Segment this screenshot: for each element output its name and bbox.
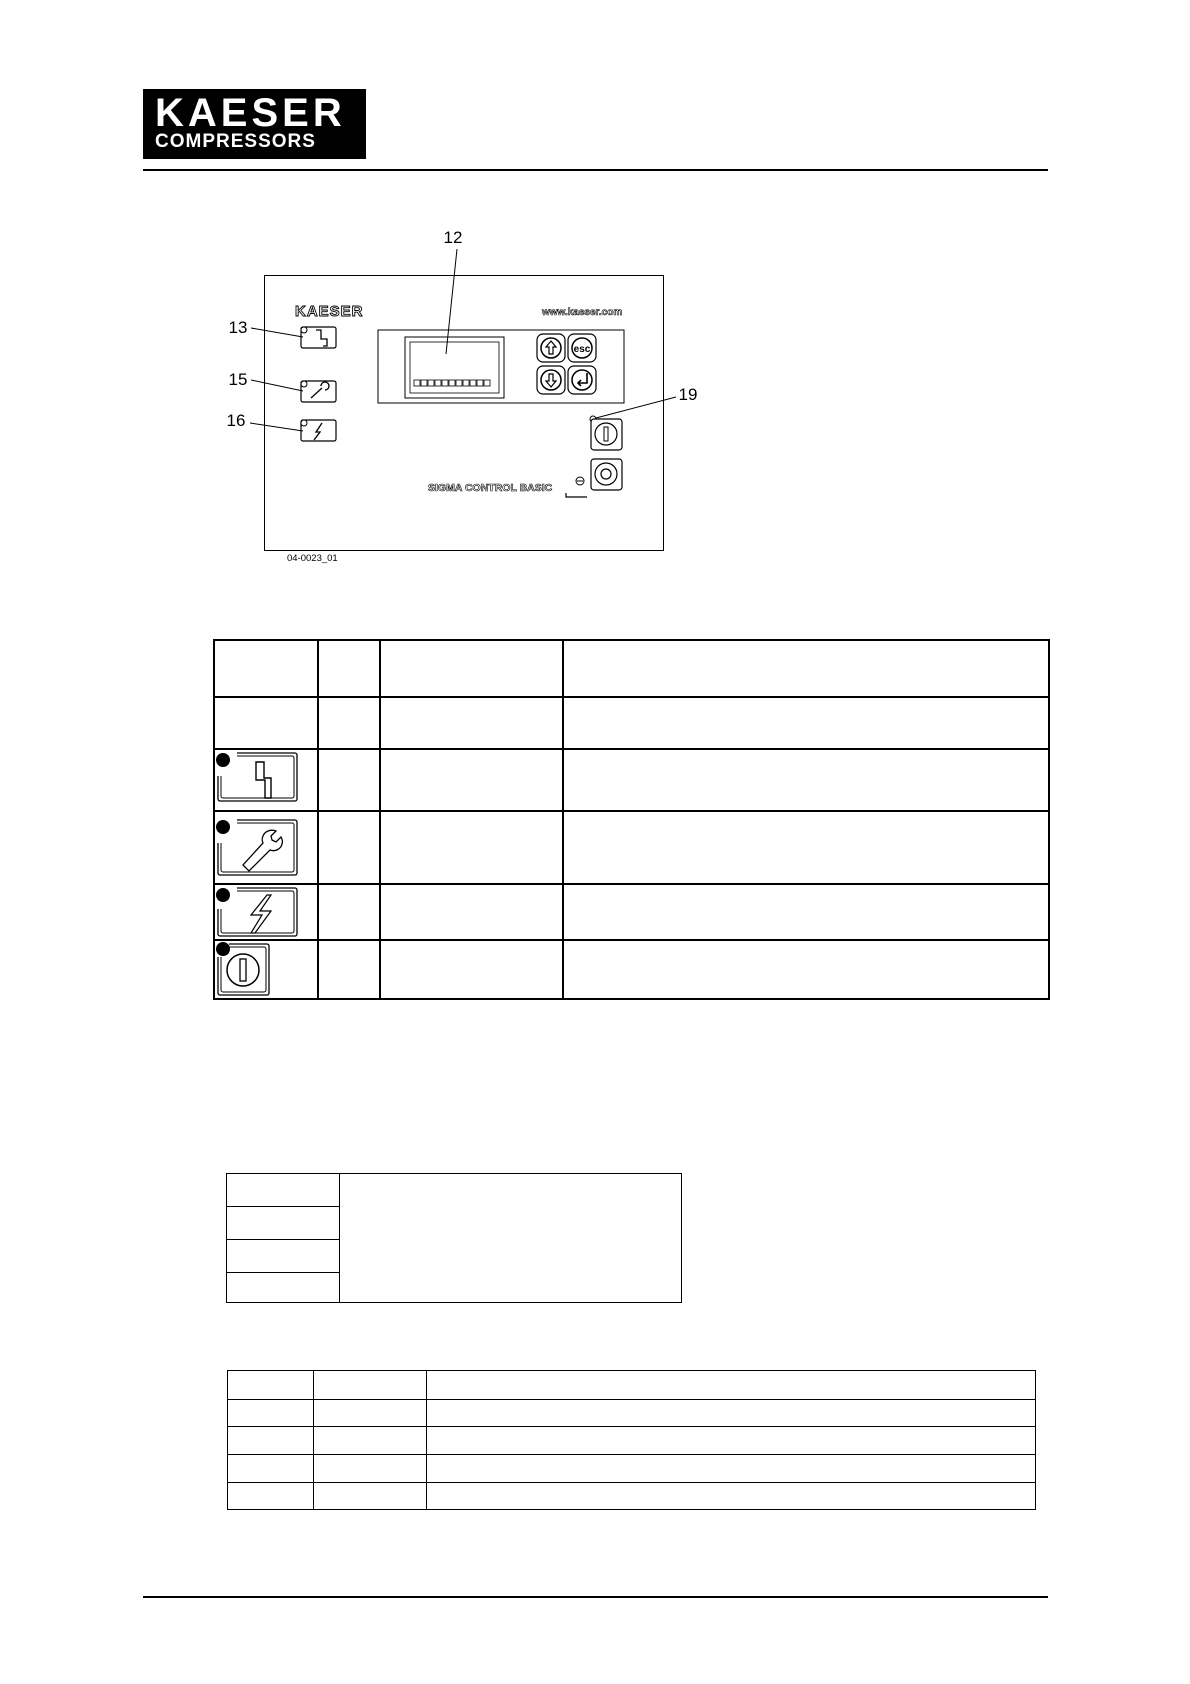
figure-id: 04-0023_01: [287, 553, 338, 564]
footer-rule: [143, 1596, 1048, 1598]
maintenance-indicator-symbol: [215, 813, 315, 883]
table-row: [214, 749, 1049, 811]
panel-maintenance-indicator: [301, 381, 336, 402]
table-row: [214, 811, 1049, 884]
logo-text-compressors: COMPRESSORS: [155, 131, 316, 152]
info-block-table: [226, 1173, 682, 1303]
esc-key-label: esc: [573, 344, 591, 355]
panel-off-led: [566, 477, 587, 497]
table-row: [228, 1483, 1036, 1510]
table-row: [228, 1455, 1036, 1483]
table-row: [228, 1371, 1036, 1400]
on-key-icon: [240, 959, 246, 981]
on-key-symbol: [215, 941, 315, 998]
load-indicator-symbol: [215, 750, 315, 810]
key-enter[interactable]: [568, 366, 596, 394]
callout-15: 15: [228, 370, 248, 389]
logo-text-kaeser: KAESER: [155, 91, 346, 135]
off-key-icon: [601, 469, 611, 479]
table-row: [214, 940, 1049, 999]
panel-power-indicator: [301, 420, 336, 441]
panel-load-indicator: [301, 327, 336, 348]
key-esc[interactable]: [568, 334, 596, 362]
table-row: [214, 640, 1049, 697]
panel-on-key[interactable]: [590, 416, 622, 450]
key-up[interactable]: [537, 334, 565, 362]
callout-16: 16: [226, 411, 246, 430]
panel-url-text: www.kaeser.com: [542, 307, 623, 318]
panel-model-text: SIGMA CONTROL BASIC: [428, 482, 553, 494]
revision-table: [227, 1370, 1036, 1510]
table-row: [214, 884, 1049, 940]
callout-12: 12: [443, 228, 463, 247]
panel-led-bar: [414, 380, 490, 386]
power-indicator-symbol: [215, 885, 315, 939]
table-row: [228, 1400, 1036, 1427]
callout-19: 19: [678, 385, 698, 404]
table-row: [227, 1174, 682, 1207]
panel-off-key[interactable]: [591, 459, 622, 490]
panel-brand-text: KAESER: [295, 303, 364, 320]
on-key-icon: [604, 427, 608, 441]
key-down[interactable]: [537, 366, 565, 394]
table-row: [228, 1427, 1036, 1455]
callout-13: 13: [228, 318, 248, 337]
indicator-table: [213, 639, 1050, 1000]
table-row: [214, 697, 1049, 749]
